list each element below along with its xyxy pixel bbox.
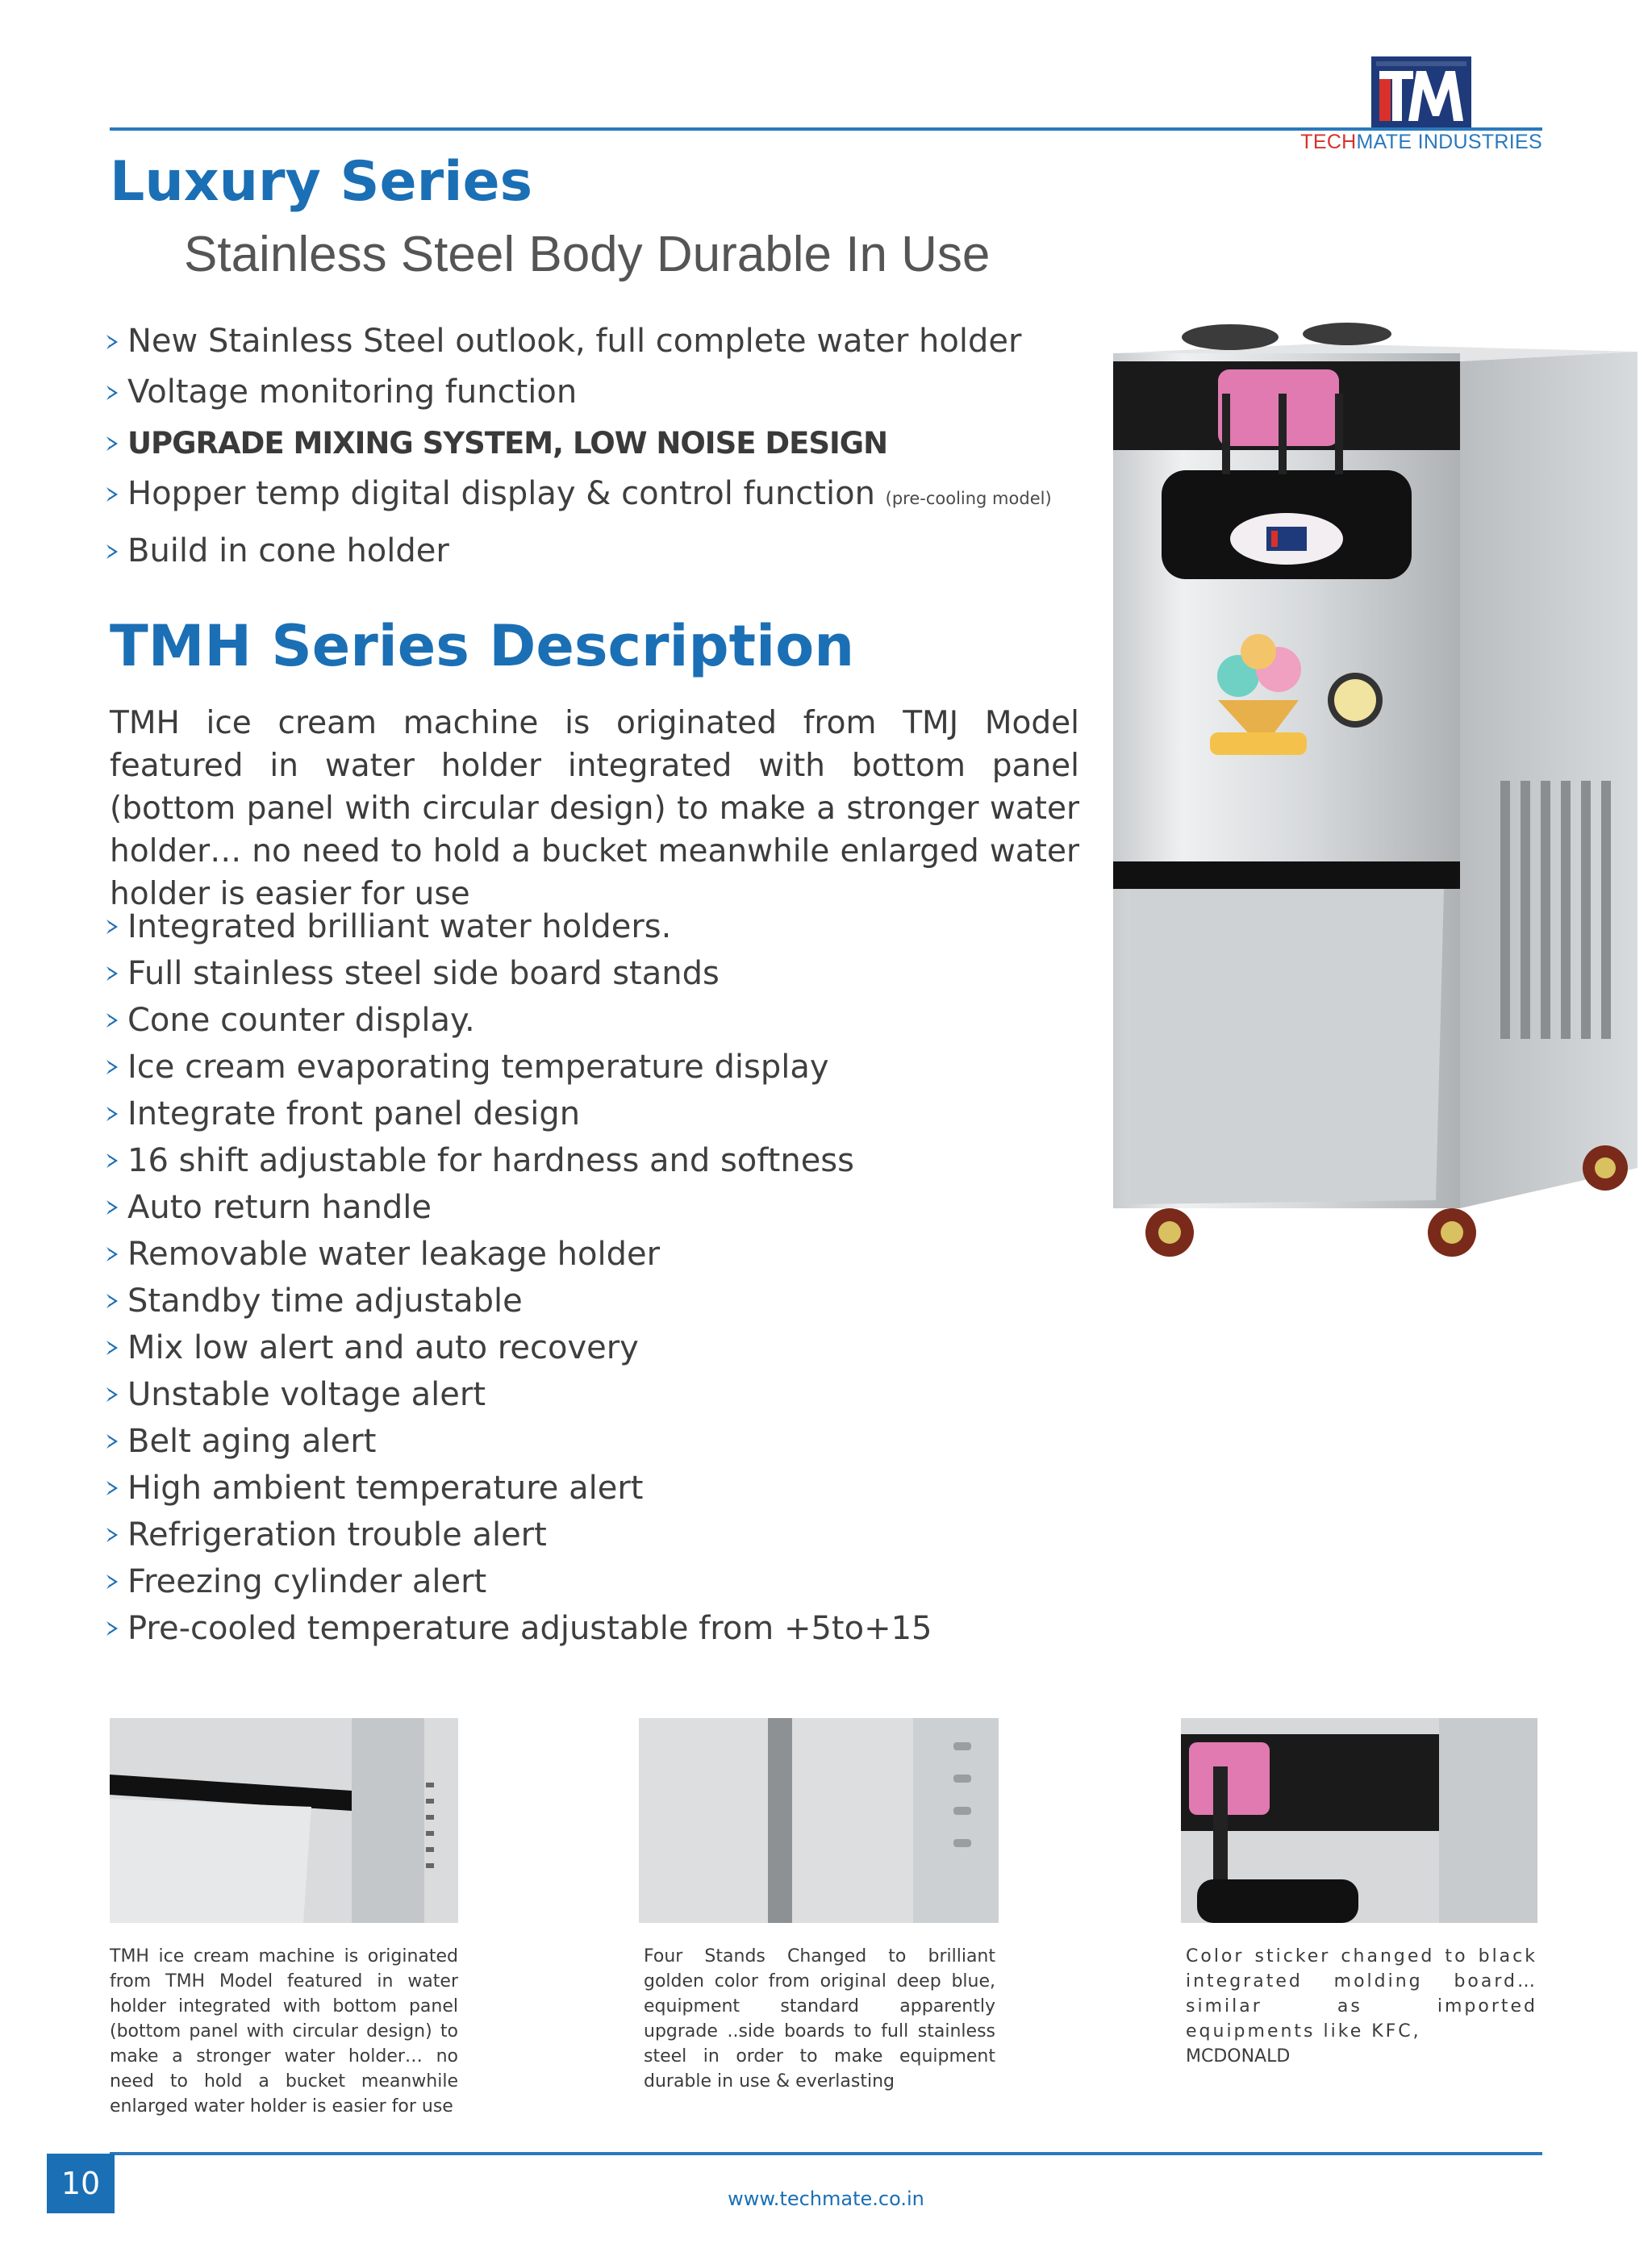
- bullet-arrow-icon: [105, 1058, 119, 1076]
- caption-side-board: Four Stands Changed to brilliant golden color from original deep blue, equipment standard apparently upgrade ..side boards to full stainless steel in order to make equipment durable in use & everlasting: [644, 1946, 995, 2092]
- ice-cream-machine-image: [1081, 297, 1646, 1282]
- caption-front-panel: Color sticker changed to black integrated molding board… similar as imported equipments like KFC, MCDONALD: [1186, 1946, 1537, 2067]
- list-item: Full stainless steel side board stands: [105, 950, 932, 997]
- bullet-arrow-icon: [105, 1199, 119, 1216]
- list-item: Ice cream evaporating temperature display: [105, 1044, 932, 1091]
- list-item: Standby time adjustable: [105, 1278, 932, 1324]
- page-number: 10: [47, 2154, 115, 2213]
- bullet-arrow-icon: [105, 486, 119, 503]
- feature-note: (pre-cooling model): [885, 489, 1052, 508]
- bullet-arrow-icon: [105, 1105, 119, 1123]
- bullet-arrow-icon: [105, 1245, 119, 1263]
- bullet-arrow-icon: [105, 918, 119, 936]
- tmh-description: TMH ice cream machine is originated from TMJ Model featured in water holder integrated with bottom panel (bottom panel with circular design) to make a stronger water holder… no need to hold a bucket meanwhile enlarged water holder is easier for use: [110, 705, 1079, 912]
- bullet-arrow-icon: [105, 543, 119, 561]
- header-divider: [110, 127, 1542, 131]
- bullet-arrow-icon: [105, 384, 119, 402]
- website-link[interactable]: www.techmate.co.in: [728, 2188, 924, 2210]
- list-item: Unstable voltage alert: [105, 1371, 932, 1418]
- list-item: Freezing cylinder alert: [105, 1558, 932, 1605]
- list-item: Refrigeration trouble alert: [105, 1512, 932, 1558]
- list-item: 16 shift adjustable for hardness and softness: [105, 1137, 932, 1184]
- list-item: Build in cone holder: [105, 522, 1052, 580]
- luxury-series-subtitle: Stainless Steel Body Durable In Use: [184, 227, 991, 282]
- list-item: Hopper temp digital display & control function (pre-cooling model): [105, 471, 1052, 522]
- bullet-arrow-icon: [105, 1011, 119, 1029]
- bullet-arrow-icon: [105, 1620, 119, 1637]
- tmh-feature-list: [105, 903, 932, 1652]
- bullet-arrow-icon: [105, 1386, 119, 1403]
- bullet-arrow-icon: [105, 1339, 119, 1357]
- list-item: High ambient temperature alert: [105, 1465, 932, 1512]
- bullet-arrow-icon: [105, 965, 119, 982]
- bullet-arrow-icon: [105, 1573, 119, 1591]
- bullet-arrow-icon: [105, 1526, 119, 1544]
- list-item: New Stainless Steel outlook, full complete water holder: [105, 319, 1052, 369]
- bullet-arrow-icon: [105, 333, 119, 351]
- list-item: Cone counter display.: [105, 997, 932, 1044]
- footer-divider: [110, 2152, 1542, 2155]
- techmate-logo: [1371, 56, 1471, 127]
- tmh-series-title: TMH Series Description: [110, 613, 855, 679]
- bullet-arrow-icon: [105, 435, 119, 453]
- bullet-arrow-icon: [105, 1292, 119, 1310]
- list-item: Voltage monitoring function: [105, 369, 1052, 420]
- bullet-arrow-icon: [105, 1433, 119, 1450]
- list-item: Mix low alert and auto recovery: [105, 1324, 932, 1371]
- list-item: Integrate front panel design: [105, 1091, 932, 1137]
- caption-water-holder: TMH ice cream machine is originated from TMH Model featured in water holder integrated with bottom panel (bottom panel with circular design) to make a stronger water holder… no need to hold a bucket meanwhile enlarged water holder is easier for use: [110, 1946, 458, 2117]
- list-item: Pre-cooled temperature adjustable from +5to+15: [105, 1605, 932, 1652]
- list-item: Auto return handle: [105, 1184, 932, 1231]
- bullet-arrow-icon: [105, 1152, 119, 1170]
- luxury-feature-list: [105, 319, 1052, 580]
- list-item: Integrated brilliant water holders.: [105, 903, 932, 950]
- company-name: TECHMATE INDUSTRIES: [1300, 131, 1542, 153]
- list-item: Removable water leakage holder: [105, 1231, 932, 1278]
- luxury-series-title: Luxury Series: [110, 150, 533, 214]
- bullet-arrow-icon: [105, 1479, 119, 1497]
- thumbnail-front-panel: [1181, 1718, 1537, 1923]
- thumbnail-side-board: [639, 1718, 999, 1923]
- list-item: Belt aging alert: [105, 1418, 932, 1465]
- thumbnail-water-holder: [110, 1718, 458, 1923]
- list-item: UPGRADE MIXING SYSTEM, LOW NOISE DESIGN: [105, 420, 1052, 471]
